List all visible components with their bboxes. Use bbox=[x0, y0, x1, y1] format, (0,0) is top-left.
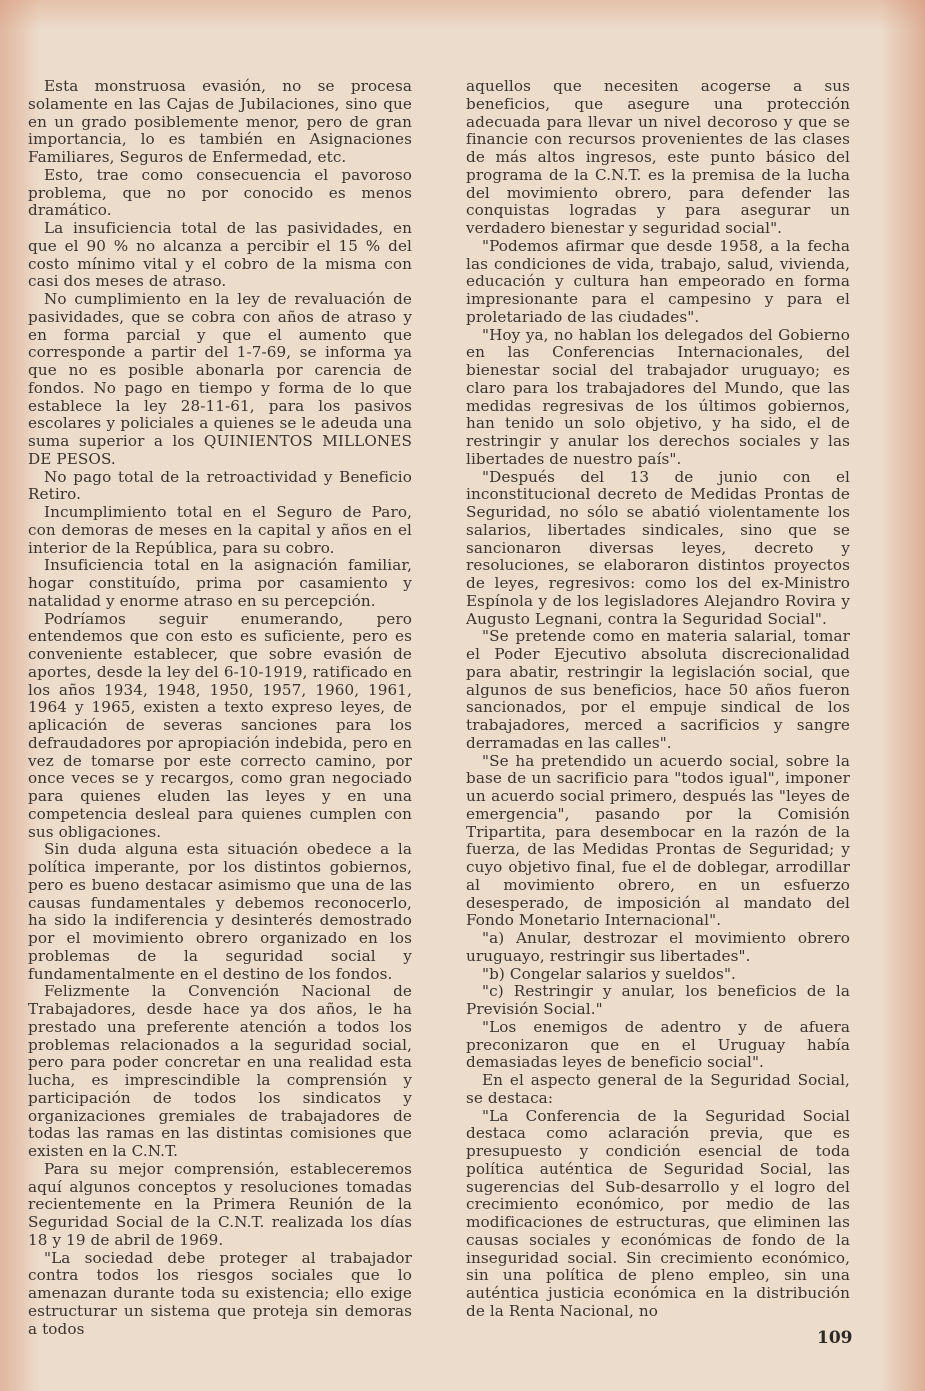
paragraph: Esta monstruosa evasión, no se procesa solamente en las Cajas de Jubilaciones, sino que en un grado posiblemente menor, pero de gran importancia, lo es también en Asignaciones Familiares, Seguros de Enfermedad, etc. bbox=[28, 77, 412, 166]
paragraph: Para su mejor comprensión, estableceremos aquí algunos conceptos y resoluciones tomadas recientemente en la Primera Reunión de la Seguridad Social de la C.N.T. realizada los días 18 y 19 de abril de 1969. bbox=[28, 1159, 412, 1249]
paragraph: "a) Anular, destrozar el movimiento obrero uruguayo, restringir sus libertades". bbox=[466, 929, 850, 965]
paragraph: Incumplimiento total en el Seguro de Paro, con demoras de meses en la capital y años en el interior de la República, para su cobro. bbox=[28, 503, 412, 557]
paragraph-continued: aquellos que necesiten acogerse a sus beneficios, que asegure una protección adecuada para llevar un nivel decoroso y que se financie con recursos provenientes de las clases de más altos ingresos, este punto básico del programa de la C.N.T. es la premisa de la lucha del movimiento obrero, para defender las conquistas logradas y para asegurar un verdadero bienestar y seguridad social". bbox=[466, 77, 850, 237]
left-column bbox=[28, 78, 412, 1338]
paragraph: "Hoy ya, no hablan los delegados del Gobierno en las Conferencias Internacionales, del bienestar social del trabajador uruguayo; es claro para los trabajadores del Mundo, que las medidas regresivas de los últimos gobiernos, han tenido un solo objetivo, y ha sido, el de restringir y anular los derechos sociales y las libertades de nuestro país". bbox=[466, 325, 850, 468]
paragraph: "Los enemigos de adentro y de afuera preconizaron que en el Uruguay había demasiadas leyes de beneficio social". bbox=[466, 1017, 850, 1072]
paragraph: "Después del 13 de junio con el inconstitucional decreto de Medidas Prontas de Seguridad, no sólo se abatió violentamente los salarios, libertades sindicales, sino que se sancionaron diversas leyes, decreto y resoluciones, se elaboraron distintos proyectos de leyes, regresivos: como los del ex-Ministro Espínola y de los legisladores Alejandro Rovira y Augusto Legnani, contra la Seguridad Social". bbox=[466, 467, 850, 628]
paragraph: Esto, trae como consecuencia el pavoroso problema, que no por conocido es menos dramático. bbox=[28, 165, 412, 220]
paragraph: No pago total de la retroactividad y Beneficio Retiro. bbox=[28, 467, 412, 504]
paragraph: Insuficiencia total en la asignación familiar, hogar constituído, prima por casamiento y natalidad y enorme atraso en su percepción. bbox=[28, 556, 412, 610]
paragraph: La insuficiencia total de las pasividades, en que el 90 % no alcanza a percibir el 15 % del costo mínimo vital y el cobro de la misma con casi dos meses de atraso. bbox=[28, 219, 412, 291]
paragraph: En el aspecto general de la Seguridad Social, se destaca: bbox=[466, 1071, 850, 1107]
paragraph: "Se pretende como en materia salarial, tomar el Poder Ejecutivo absoluta discrecionalidad para abatir, restringir la legislación social, que algunos de sus beneficios, hace 50 años fueron sancionados, por el empuje sindical de los trabajadores, merced a sacrificios y sangre derramadas en las calles". bbox=[466, 627, 850, 752]
paragraph: "c) Restringir y anular, los beneficios de la Previsión Social." bbox=[466, 982, 850, 1018]
paragraph: "Podemos afirmar que desde 1958, a la fecha las condiciones de vida, trabajo, salud, vivienda, educación y cultura han empeorado en forma impresionante para el campesino y para el proletariado de las ciudades". bbox=[466, 236, 850, 326]
paragraph: Felizmente la Convención Nacional de Trabajadores, desde hace ya dos años, le ha prestado una preferente atención a todos los problemas relacionados a la seguridad social, pero para poder concretar en una realidad esta lucha, es imprescindible la comprensión y participación de todos los sindicatos y organizaciones gremiales de trabajadores de todas las ramas en las distintas comisiones que existen en la C.N.T. bbox=[28, 982, 412, 1160]
page-number: 109 bbox=[817, 1328, 853, 1348]
paragraph: "b) Congelar salarios y sueldos". bbox=[482, 964, 736, 983]
paragraph: Podríamos seguir enumerando, pero entendemos que con esto es suficiente, pero es conveniente establecer, que sobre evasión de aportes, desde la ley del 6-10-1919, ratificado en los años 1934, 1948, 1950, 1957, 1960, 1961, 1964 y 1965, existen a texto expreso leyes, de aplicación de severas sanciones para los defraudadores por apropiación indebida, pero en vez de tomarse por este correcto camino, por once veces se y recargos, como gran negociado para quienes eluden las leyes y en una competencia desleal para quienes cumplen con sus obligaciones. bbox=[28, 609, 412, 841]
paragraph: Sin duda alguna esta situación obedece a la política imperante, por los distintos gobiernos, pero es bueno destacar asimismo que una de las causas fundamentales y debemos reconocerlo, ha sido la indiferencia y desinterés demostrado por el movimiento obrero organizado en los problemas de la seguridad social y fundamentalmente en el destino de los fondos. bbox=[28, 840, 412, 983]
paragraph: No cumplimiento en la ley de revaluación de pasividades, que se cobra con años de atraso y en forma parcial y que el aumento que corresponde a partir del 1-7-69, se informa ya que no es posible abonarla por carencia de fondos. No pago en tiempo y forma de lo que establece la ley 28-11-61, para los pasivos escolares y policiales a quienes se le adeuda una suma superior a los QUINIENTOS MILLONES DE PESOS. bbox=[28, 290, 412, 468]
right-column bbox=[466, 78, 850, 1321]
paragraph: "Se ha pretendido un acuerdo social, sobre la base de un sacrificio para "todos igual", imponer un acuerdo social primero, después las "leyes de emergencia", pasando por la Comisión Tripartita, para desembocar en la razón de la fuerza, de las Medidas Prontas de Seguridad; y cuyo objetivo final, fue el de doblegar, arrodillar al movimiento obrero, en un esfuerzo desesperado, de imposición al mandato del Fondo Monetario Internacional". bbox=[466, 751, 850, 930]
paragraph: "La sociedad debe proteger al trabajador contra todos los riesgos sociales que lo amenazan durante toda su existencia; ello exige estructurar un sistema que proteja sin demoras a todos bbox=[28, 1248, 412, 1338]
paragraph: "La Conferencia de la Seguridad Social destaca como aclaración previa, que es presupuesto y condición esencial de toda política auténtica de Seguridad Social, las sugerencias del Sub-desarrollo y el logro del crecimiento económico, por medio de las modificaciones de estructuras, que eliminen las causas sociales y económicas de fondo de la inseguridad social. Sin crecimiento económico, sin una política de pleno empleo, sin una auténtica justicia económica en la distribución de la Renta Nacional, no bbox=[466, 1106, 850, 1320]
